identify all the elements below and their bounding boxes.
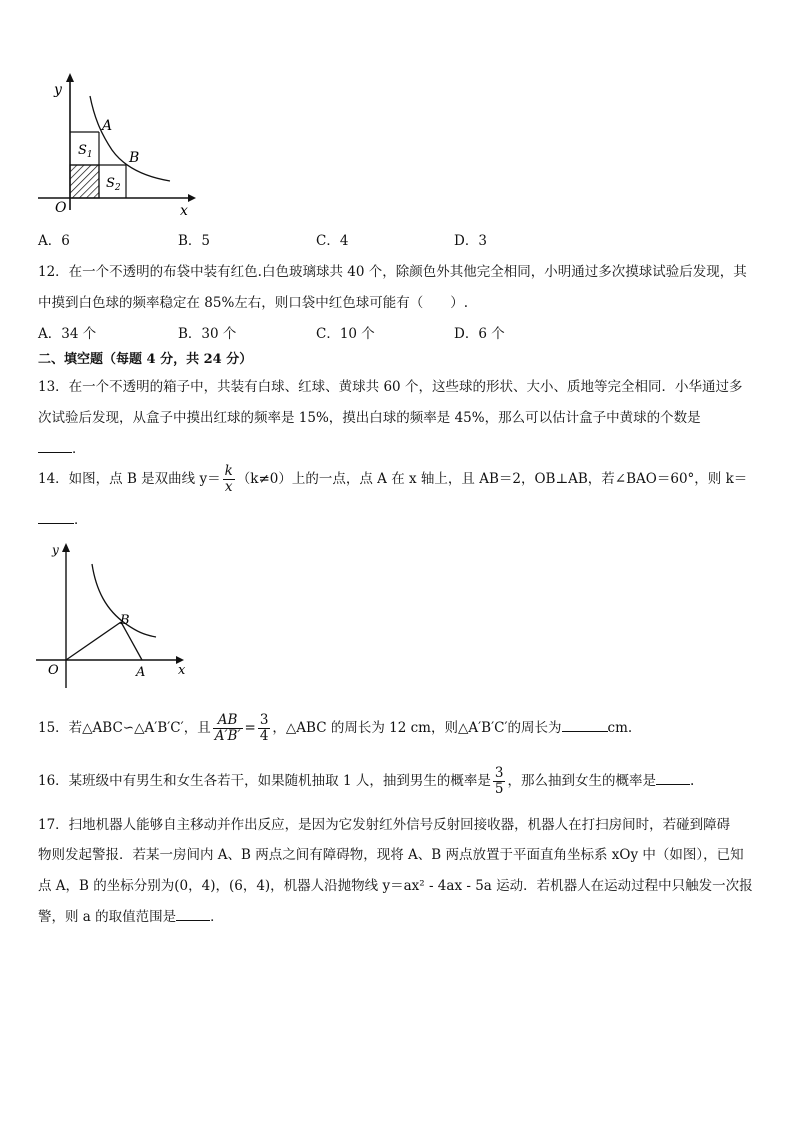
figure-2-graph	[30, 538, 195, 688]
q17-line-2: 物则发起警报．若某一房间内 A、B 两点之间有障碍物，现将 A、B 两点放置于平面直角坐标系 xOy 中（如图），已知	[38, 847, 744, 863]
q12-option-d: D．6 个	[454, 326, 505, 342]
q11-option-a: A．6	[38, 233, 70, 249]
q15-line: 15．若△ABC∽△A′B′C′，且 $\frac{AB}{A'B'}$ = $\frac{3}{4}$ ，△ABC 的周长为 12 cm，则△A′B′C′的周长为 cm.	[38, 712, 633, 744]
q13-answer-blank[interactable]	[38, 438, 72, 453]
y-axis-arrow	[66, 73, 74, 82]
q12-option-b: B．30 个	[178, 326, 237, 342]
q16-answer-blank[interactable]	[656, 770, 690, 785]
y-axis-arrow	[62, 543, 70, 552]
q15-answer-blank[interactable]	[562, 717, 608, 732]
hatched-region	[70, 165, 99, 198]
section-2-title: 二、填空题（每题 4 分，共 24 分）	[38, 352, 253, 367]
fig2-origin-label: O	[48, 663, 59, 678]
fig1-point-a-label: A	[102, 118, 113, 134]
q15-fraction-ratio: $\frac{3}{4}$	[259, 712, 269, 744]
segment-ob	[66, 622, 121, 660]
q14-answer-blank[interactable]	[38, 509, 74, 524]
fig1-s1-label: $S_1$	[78, 143, 93, 160]
q16-fraction: $\frac{3}{5}$	[494, 765, 504, 797]
q13-answer-line: ．	[38, 437, 86, 457]
fig1-y-label: y	[54, 82, 62, 98]
q17-answer-blank[interactable]	[176, 906, 210, 921]
figure-1-graph	[30, 70, 200, 220]
fig2-y-label: y	[52, 543, 59, 557]
q11-option-c: C．4	[316, 233, 349, 249]
fig1-x-label: x	[180, 203, 188, 219]
fig1-origin-label: O	[55, 200, 67, 216]
fig2-point-b-label: B	[120, 613, 130, 628]
fig1-point-b-label: B	[129, 150, 140, 166]
q12-option-c: C．10 个	[316, 326, 375, 342]
q17-line-1: 17．扫地机器人能够自主移动并作出反应，是因为它发射红外信号反射回接收器，机器人在打扫房间时，若碰到障碍	[38, 817, 731, 833]
q13-line-2: 次试验后发现，从盒子中摸出红球的频率是 15%，摸出白球的频率是 45%，那么可以估计盒子中黄球的个数是	[38, 410, 701, 426]
q12-option-a: A．34 个	[38, 326, 97, 342]
hyperbola-curve	[90, 96, 170, 181]
q17-line-4: 警，则 a 的取值范围是 ．	[38, 905, 224, 925]
q12-line-2: 中摸到白色球的频率稳定在 85%左右，则口袋中红色球可能有（ ）.	[38, 295, 469, 311]
q16-line: 16．某班级中有男生和女生各若干，如果随机抽取 1 人，抽到男生的概率是 $\frac{3}{5}$ ，那么抽到女生的概率是 .	[38, 765, 695, 797]
x-axis-arrow	[188, 194, 196, 202]
q14-fraction: $\frac{k}{x}$	[224, 463, 233, 495]
q11-option-b: B．5	[178, 233, 211, 249]
q15-fraction-ab: $\frac{AB}{A'B'}$	[214, 712, 241, 744]
q17-line-3: 点 A，B 的坐标分别为(0，4)，(6，4)，机器人沿抛物线 y＝ax² - 4ax - 5a 运动．若机器人在运动过程中只触发一次报	[38, 878, 753, 894]
q12-line-1: 12．在一个不透明的布袋中装有红色.白色玻璃球共 40 个，除颜色外其他完全相同，小明通过多次摸球试验后发现，其	[38, 264, 747, 280]
q14-answer-line: ．	[38, 508, 88, 528]
fig2-x-label: x	[178, 663, 186, 678]
fig1-s2-label: $S_2$	[106, 176, 121, 193]
q11-option-d: D．3	[454, 233, 487, 249]
fig2-point-a-label: A	[136, 665, 146, 680]
q13-line-1: 13．在一个不透明的箱子中，共装有白球、红球、黄球共 60 个，这些球的形状、大小、质地等完全相同．小华通过多	[38, 379, 743, 395]
q14-line-1: 14．如图，点 B 是双曲线 y＝ $\frac{k}{x}$ （k≠0）上的一点，点 A 在 x 轴上，且 AB＝2，OB⊥AB，若∠BAO＝60°，则 k＝	[38, 463, 748, 495]
